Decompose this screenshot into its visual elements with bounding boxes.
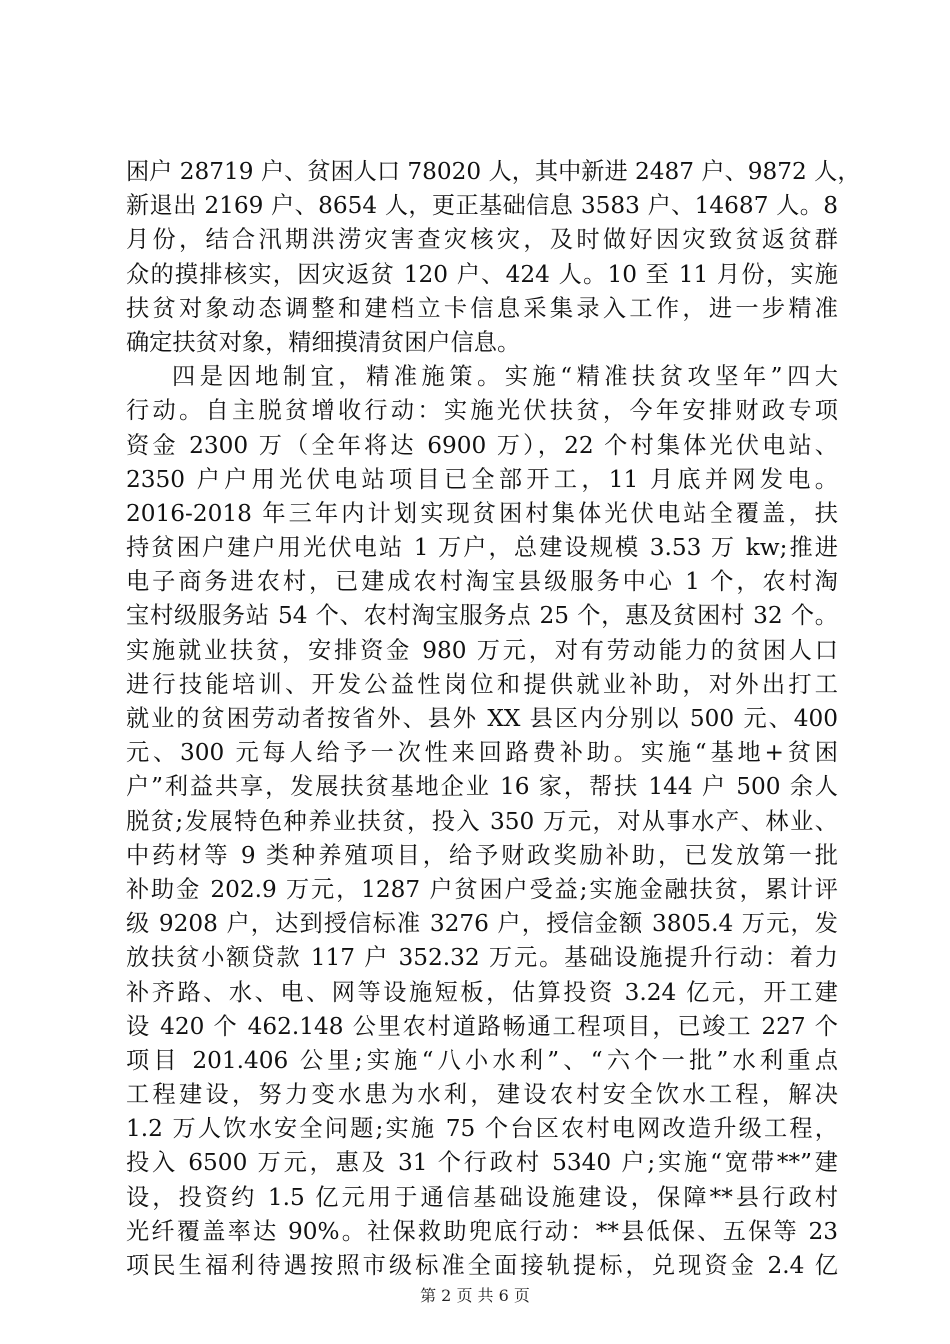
text-line: 电子商务进农村，已建成农村淘宝县级服务中心 1 个，农村淘 (126, 568, 838, 596)
text-line: 户”利益共享，发展扶贫基地企业 16 家，帮扶 144 户 500 余人 (126, 773, 838, 801)
text-line: 中药材等 9 类种养殖项目，给予财政奖励补助，已发放第一批 (126, 841, 838, 869)
text-line: 补齐路、水、电、网等设施短板，估算投资 3.24 亿元，开工建 (126, 978, 838, 1006)
text-line: 1.2 万人饮水安全问题;实施 75 个台区农村电网改造升级工程， (126, 1115, 838, 1143)
text-line: 就业的贫困劳动者按省外、县外 XX 县区内分别以 500 元、400 (126, 705, 838, 732)
text-line: 困户 28719 户、贫困人口 78020 人，其中新进 2487 户、9872 人， (126, 158, 861, 185)
text-line: 项目 201.406 公里;实施“八小水利”、“六个一批”水利重点 (126, 1046, 838, 1074)
text-line: 确定扶贫对象，精细摸清贫困户信息。 (126, 328, 521, 356)
text-line: 月份，结合汛期洪涝灾害查灾核灾，及时做好因灾致贫返贫群 (126, 226, 838, 254)
text-line: 元、300 元每人给予一次性来回路费补助。实施“基地+贫困 (126, 739, 838, 767)
text-line: 实施就业扶贫，安排资金 980 万元，对有劳动能力的贫困人口 (126, 636, 838, 664)
text-line: 脱贫;发展特色种养业扶贫，投入 350 万元，对从事水产、林业、 (126, 807, 838, 835)
text-line: 2016-2018 年三年内计划实现贫困村集体光伏电站全覆盖，扶 (126, 499, 838, 527)
text-line: 放扶贫小额贷款 117 户 352.32 万元。基础设施提升行动：着力 (126, 944, 838, 972)
text-line: 光纤覆盖率达 90%。社保救助兜底行动：**县低保、五保等 23 (126, 1217, 838, 1245)
text-line: 四是因地制宜，精准施策。实施“精准扶贫攻坚年”四大 (172, 363, 838, 391)
text-line: 补助金 202.9 万元，1287 户贫困户受益;实施金融扶贫，累计评 (126, 875, 838, 903)
text-line: 项民生福利待遇按照市级标准全面接轨提标，兑现资金 2.4 亿 (126, 1252, 838, 1279)
page-number-footer: 第 2 页 共 6 页 (420, 1286, 530, 1305)
text-line: 级 9208 户，达到授信标准 3276 户，授信金额 3805.4 万元，发 (126, 910, 838, 938)
text-line: 众的摸排核实，因灾返贫 120 户、424 人。10 至 11 月份，实施 (126, 260, 838, 288)
text-line: 持贫困户建户用光伏电站 1 万户，总建设规模 3.53 万 kw;推进 (126, 534, 838, 562)
text-line: 进行技能培训、开发公益性岗位和提供就业补助，对外出打工 (126, 670, 838, 698)
text-line: 宝村级服务站 54 个、农村淘宝服务点 25 个，惠及贫困村 32 个。 (126, 602, 838, 630)
text-line: 投入 6500 万元，惠及 31 个行政村 5340 户;实施“宽带**”建 (126, 1149, 838, 1177)
text-line: 工程建设，努力变水患为水利，建设农村安全饮水工程，解决 (126, 1081, 838, 1109)
text-line: 2350 户户用光伏电站项目已全部开工，11 月底并网发电。 (126, 465, 838, 493)
text-line: 资金 2300 万（全年将达 6900 万），22 个村集体光伏电站、 (126, 431, 838, 459)
text-line: 新退出 2169 户、8654 人，更正基础信息 3583 户、14687 人。8 (126, 192, 838, 220)
text-line: 行动。自主脱贫增收行动：实施光伏扶贫，今年安排财政专项 (126, 397, 838, 425)
text-line: 扶贫对象动态调整和建档立卡信息采集录入工作，进一步精准 (126, 294, 838, 322)
body-text (126, 155, 861, 1283)
text-line: 设 420 个 462.148 公里农村道路畅通工程项目，已竣工 227 个 (126, 1012, 838, 1040)
text-line: 设，投资约 1.5 亿元用于通信基础设施建设，保障**县行政村 (126, 1183, 838, 1211)
